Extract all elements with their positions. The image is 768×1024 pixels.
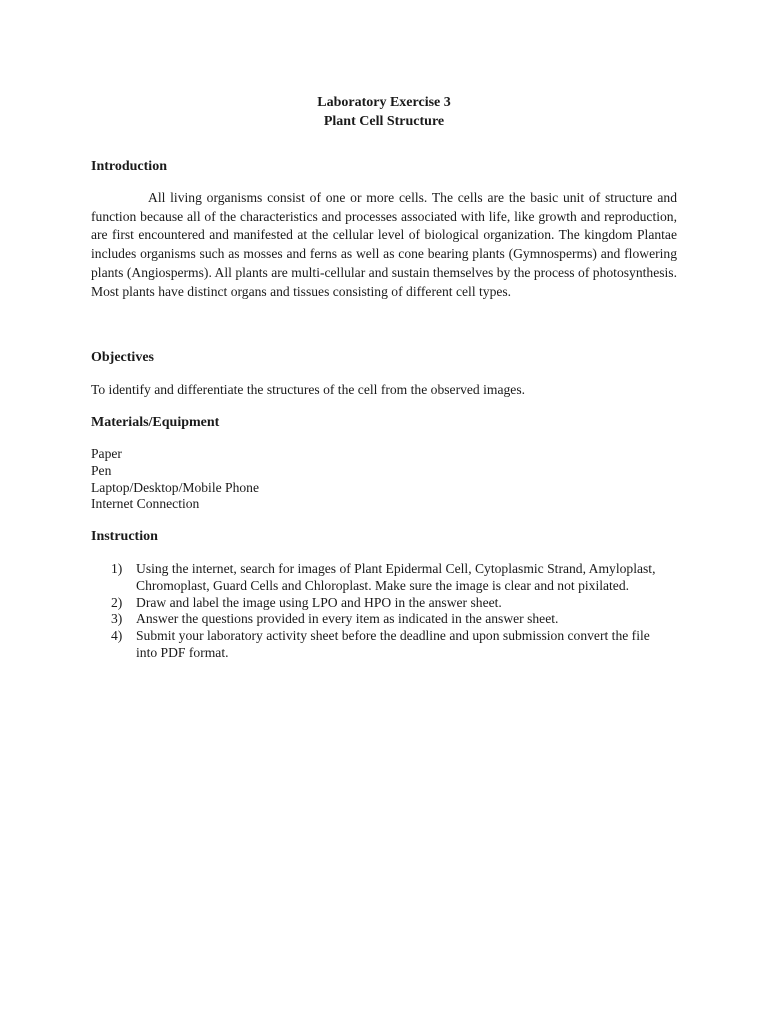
item-text: Draw and label the image using LPO and HPO in the answer sheet. xyxy=(136,594,502,610)
heading-objectives: Objectives xyxy=(91,350,154,365)
list-item xyxy=(111,611,671,628)
introduction-paragraph: All living organisms consist of one or more cells. The cells are the basic unit of structure and function because all of the characteristics and processes associated with life, like growth and reproduction, are first encountered and manifested at the cellular level of biological organization. The kingdom Plantae includes organisms such as mosses and ferns as well as cone bearing plants (Gymnosperms) and flowering plants (Angiosperms). All plants are multi-cellular and sustain themselves by the process of photosynthesis. Most plants have distinct organs and tissues consisting of different cell types. xyxy=(91,190,677,299)
title-line-topic: Plant Cell Structure xyxy=(323,114,445,129)
objectives-paragraph: To identify and differentiate the structures of the cell from the observed images. xyxy=(91,382,526,397)
list-item: Paper xyxy=(91,446,122,461)
item-text: Submit your laboratory activity sheet before the deadline and upon submission convert the file into PDF format. xyxy=(136,628,650,660)
heading-instruction: Instruction xyxy=(91,529,158,544)
item-number: 3) xyxy=(111,611,123,627)
item-number: 4) xyxy=(111,628,123,644)
instruction-list xyxy=(111,561,671,662)
document-title xyxy=(0,93,768,131)
list-item xyxy=(111,595,671,612)
title-line-exercise: Laboratory Exercise 3 xyxy=(317,95,451,110)
list-item: Internet Connection xyxy=(91,496,200,512)
materials-list xyxy=(91,446,259,513)
heading-introduction: Introduction xyxy=(91,159,167,174)
item-text: Answer the questions provided in every item as indicated in the answer sheet. xyxy=(136,611,559,627)
heading-materials: Materials/Equipment xyxy=(91,415,220,430)
list-item xyxy=(111,561,671,595)
item-number: 2) xyxy=(111,594,123,610)
item-number: 1) xyxy=(111,561,123,576)
list-item: Pen xyxy=(91,462,112,478)
list-item xyxy=(111,628,671,662)
item-text: Using the internet, search for images of Plant Epidermal Cell, Cytoplasmic Strand, Amyloplast, Chromoplast, Guard Cells and Chloroplast. Make sure the image is clear and not pixilated. xyxy=(136,561,656,593)
list-item: Laptop/Desktop/Mobile Phone xyxy=(91,479,260,495)
